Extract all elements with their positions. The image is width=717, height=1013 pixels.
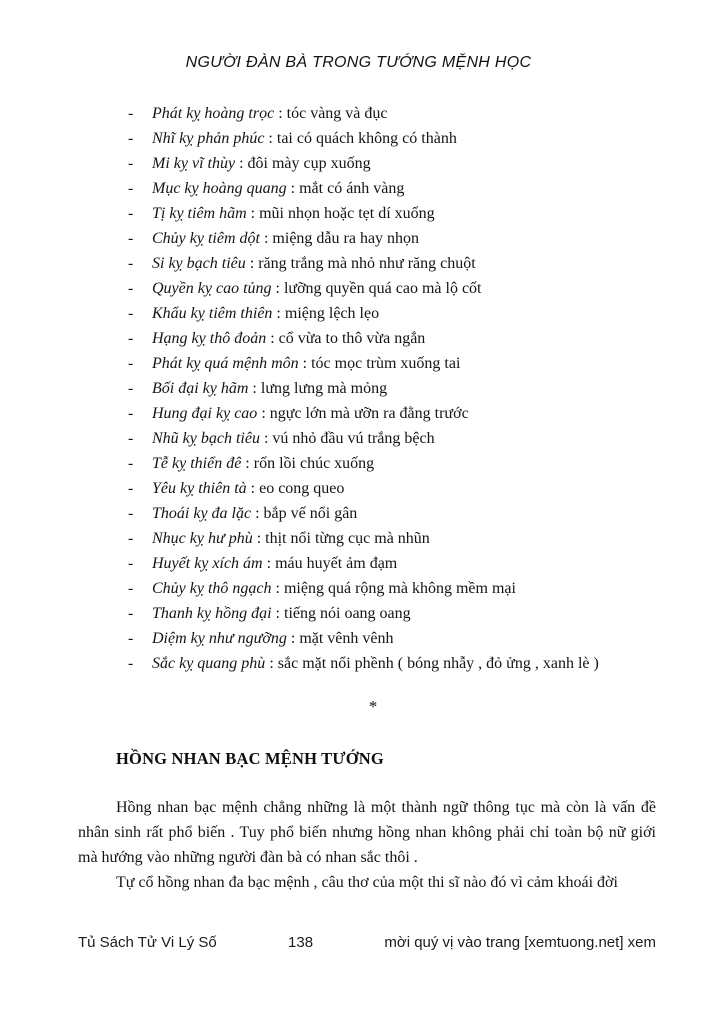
list-item — [128, 376, 677, 401]
list-item — [128, 351, 677, 376]
list-bullet: - — [128, 580, 134, 597]
list-item — [128, 401, 677, 426]
list-bullet: - — [128, 555, 134, 572]
footer-site-note: mời quý vị vào trang [xemtuong.net] xem — [384, 934, 656, 951]
list-item — [128, 526, 677, 551]
term-text: Nhĩ kỵ phản phúc — [152, 130, 265, 147]
list-item — [128, 301, 677, 326]
term-text: Nhục kỵ hư phù — [152, 530, 253, 547]
term-text: Yêu kỵ thiên tà — [152, 480, 247, 497]
term-text: Tễ kỵ thiển đê — [152, 455, 242, 472]
term-text: Tị kỵ tiêm hãm — [152, 205, 247, 222]
section-divider-asterisk: * — [368, 697, 378, 716]
description-text: vú nhỏ đầu vú trắng bệch — [272, 430, 435, 447]
separator-text: : — [266, 330, 279, 347]
list-bullet: - — [128, 205, 134, 222]
separator-text: : — [245, 255, 259, 272]
list-bullet: - — [128, 230, 134, 247]
term-text: Hạng kỵ thô đoản — [152, 330, 267, 347]
separator-text: : — [259, 430, 273, 447]
page-footer — [78, 934, 656, 951]
list-bullet: - — [128, 505, 134, 522]
separator-text: : — [265, 655, 278, 672]
list-item — [128, 151, 677, 176]
list-bullet: - — [128, 630, 134, 647]
separator-text: : — [286, 630, 300, 647]
page-title: NGƯỜI ĐÀN BÀ TRONG TƯỚNG MỆNH HỌC — [185, 54, 532, 71]
term-text: Phát kỵ hoàng trọc — [152, 105, 275, 122]
separator-text: : — [246, 205, 260, 222]
separator-text: : — [298, 355, 312, 372]
separator-text: : — [251, 505, 264, 522]
description-text: ngực lớn mà ưỡn ra đằng trước — [269, 405, 469, 422]
list-bullet: - — [128, 455, 134, 472]
term-text: Bối đại kỵ hãm — [152, 380, 249, 397]
description-text: miệng dẫu ra hay nhọn — [272, 230, 420, 247]
description-text: tiếng nói oang oang — [284, 605, 411, 622]
description-text: tóc mọc trùm xuống tai — [311, 355, 461, 372]
description-text: tai có quách không có thành — [276, 130, 457, 147]
separator-text: : — [271, 605, 284, 622]
term-text: Thoái kỵ đa lặc — [152, 505, 252, 522]
list-item — [128, 101, 677, 126]
separator-text: : — [264, 130, 277, 147]
description-text: mũi nhọn hoặc tẹt dí xuống — [259, 205, 435, 222]
list-bullet: - — [128, 405, 134, 422]
list-bullet: - — [128, 530, 134, 547]
list-bullet: - — [128, 155, 134, 172]
term-text: Chủy kỵ tiêm dột — [152, 230, 260, 247]
list-item — [128, 126, 677, 151]
term-text: Si kỵ bạch tiêu — [152, 255, 246, 272]
footer-book-series: Tủ Sách Tử Vi Lý Số — [78, 934, 217, 951]
description-text: mắt có ánh vàng — [299, 180, 405, 197]
description-text: bắp vế nổi gân — [263, 505, 358, 522]
list-item — [128, 226, 677, 251]
list-bullet: - — [128, 130, 134, 147]
description-text: rốn lồi chúc xuống — [253, 455, 375, 472]
separator-text: : — [235, 155, 248, 172]
term-text: Quyền kỵ cao tủng — [152, 280, 272, 297]
list-bullet: - — [128, 305, 134, 322]
list-bullet: - — [128, 180, 134, 197]
list-bullet: - — [128, 255, 134, 272]
list-bullet: - — [128, 430, 134, 447]
list-bullet: - — [128, 380, 134, 397]
description-text: răng trắng mà nhỏ như răng chuột — [258, 255, 476, 272]
list-item — [128, 426, 677, 451]
term-text: Thanh kỵ hồng đại — [152, 605, 272, 622]
term-text: Huyết kỵ xích ám — [152, 555, 263, 572]
description-text: sắc mặt nổi phềnh ( bóng nhẫy , đỏ ửng , xanh lè ) — [277, 655, 599, 672]
term-text: Chủy kỵ thô ngạch — [152, 580, 272, 597]
description-text: thịt nổi từng cục mà nhũn — [265, 530, 430, 547]
term-text: Phát kỵ quá mệnh môn — [152, 355, 299, 372]
description-text: miệng lệch lẹo — [284, 305, 380, 322]
separator-text: : — [274, 105, 287, 122]
separator-text: : — [246, 480, 260, 497]
separator-text: : — [272, 305, 285, 322]
list-item — [128, 576, 677, 601]
list-item — [128, 626, 677, 651]
description-text: cổ vừa to thô vừa ngắn — [278, 330, 426, 347]
separator-text: : — [257, 405, 270, 422]
list-item — [128, 251, 677, 276]
list-item — [128, 176, 677, 201]
list-bullet: - — [128, 480, 134, 497]
forbidden-features-list — [128, 101, 677, 676]
separator-text: : — [259, 230, 273, 247]
list-item — [128, 201, 677, 226]
body-text-block — [78, 795, 656, 895]
list-bullet: - — [128, 355, 134, 372]
term-text: Nhũ kỵ bạch tiêu — [152, 430, 260, 447]
list-item — [128, 601, 677, 626]
description-text: eo cong queo — [259, 480, 345, 497]
term-text: Khẩu kỵ tiêm thiên — [152, 305, 273, 322]
list-bullet: - — [128, 605, 134, 622]
paragraph: Hồng nhan bạc mệnh chẳng những là một thành ngữ thông tục mà còn là vấn đề nhân sinh rất phổ biến . Tuy phổ biến nhưng hồng nhan không phải chỉ toàn bộ nữ giới mà hướng vào những người đàn bà có nhan sắc thôi . — [78, 799, 656, 866]
list-item — [128, 276, 677, 301]
separator-text: : — [262, 555, 276, 572]
list-bullet: - — [128, 105, 134, 122]
term-text: Mục kỵ hoàng quang — [152, 180, 287, 197]
list-item — [128, 551, 677, 576]
list-item — [128, 476, 677, 501]
separator-text: : — [252, 530, 266, 547]
footer-page-number: 138 — [288, 934, 314, 951]
term-text: Hung đại kỵ cao — [152, 405, 258, 422]
separator-text: : — [286, 180, 300, 197]
description-text: máu huyết ảm đạm — [275, 555, 398, 572]
term-text: Sắc kỵ quang phù — [152, 655, 266, 672]
description-text: lưng lưng mà mỏng — [260, 380, 388, 397]
list-item — [128, 326, 677, 351]
list-item — [128, 651, 677, 676]
section-heading: HỒNG NHAN BẠC MỆNH TƯỚNG — [116, 749, 384, 768]
separator-text: : — [271, 280, 284, 297]
description-text: miệng quá rộng mà không mềm mại — [283, 580, 516, 597]
list-bullet: - — [128, 330, 134, 347]
paragraph: Tự cổ hồng nhan đa bạc mệnh , câu thơ của một thi sĩ nào đó vì cảm khoái đời — [116, 874, 618, 891]
list-bullet: - — [128, 280, 134, 297]
description-text: mặt vênh vênh — [299, 630, 394, 647]
list-item — [128, 451, 677, 476]
description-text: đôi mày cụp xuống — [247, 155, 371, 172]
term-text: Mi kỵ vĩ thùy — [152, 155, 236, 172]
separator-text: : — [248, 380, 261, 397]
list-bullet: - — [128, 655, 134, 672]
description-text: tóc vàng và đục — [286, 105, 388, 122]
term-text: Diệm kỵ như ngưỡng — [152, 630, 287, 647]
separator-text: : — [241, 455, 254, 472]
description-text: lưỡng quyền quá cao mà lộ cốt — [283, 280, 482, 297]
separator-text: : — [271, 580, 284, 597]
list-item — [128, 501, 677, 526]
